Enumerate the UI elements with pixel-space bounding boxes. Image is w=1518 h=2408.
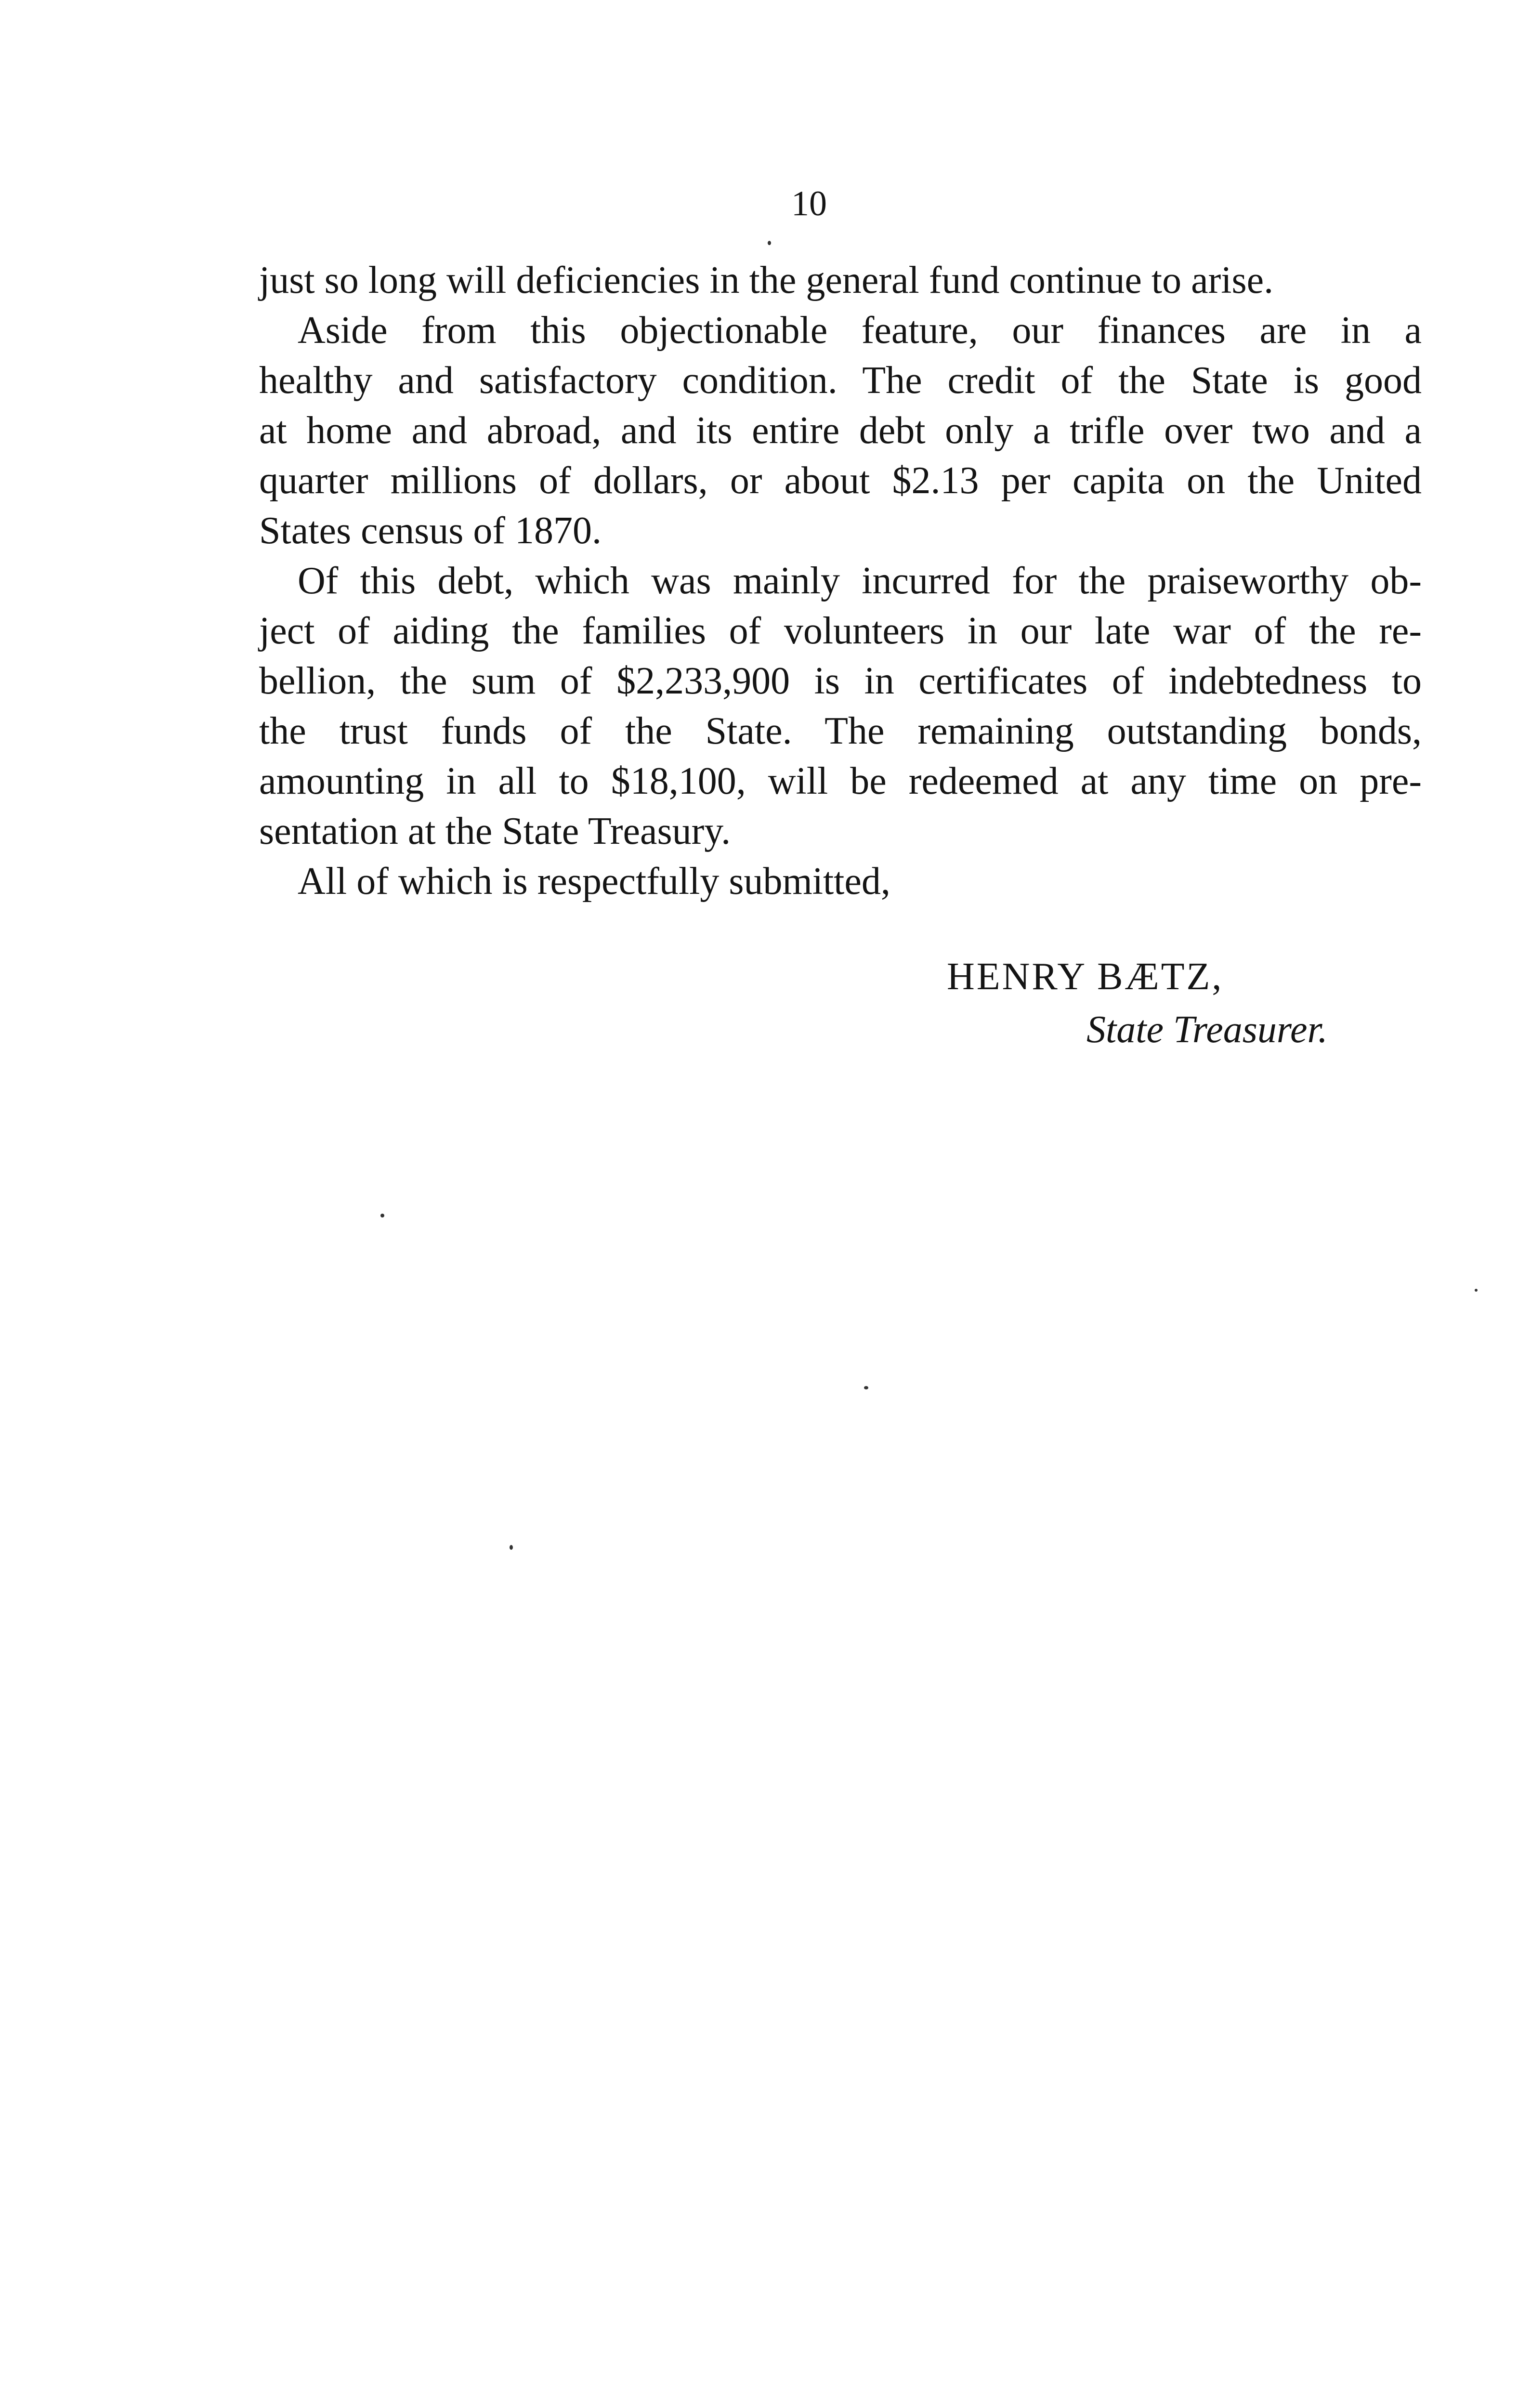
- scan-speck: [380, 1214, 384, 1217]
- paragraph-2: [259, 305, 1422, 556]
- text-line: just so long will deficiencies in the general fund continue to arise.: [259, 259, 1274, 301]
- text-line: Aside from this objectionable feature, our finances are in a: [298, 309, 1422, 352]
- scan-speck: [768, 241, 771, 245]
- text-line: ject of aiding the families of volunteers in our late war of the re-: [259, 610, 1422, 652]
- text-line: amounting in all to $18,100, will be redeemed at any time on pre-: [259, 760, 1422, 802]
- signature-title: State Treasurer.: [1086, 1008, 1328, 1051]
- text-line: bellion, the sum of $2,233,900 is in certificates of indebtedness to: [259, 660, 1422, 702]
- text-line: at home and abroad, and its entire debt only a trifle over two and a: [259, 409, 1422, 452]
- paragraph-3: [259, 556, 1422, 856]
- paragraph-1: [259, 255, 1422, 305]
- text-line: All of which is respectfully submitted,: [298, 860, 890, 903]
- scan-speck: [864, 1386, 868, 1389]
- scan-speck: [1475, 1289, 1478, 1292]
- body-text: [259, 255, 1422, 906]
- scan-speck: [510, 1545, 513, 1550]
- page-number: 10: [791, 184, 827, 223]
- paragraph-4: [259, 856, 1422, 906]
- text-line: Of this debt, which was mainly incurred for the praiseworthy ob-: [298, 560, 1422, 602]
- signature-name: HENRY BÆTZ,: [947, 955, 1224, 998]
- text-line: the trust funds of the State. The remaining outstanding bonds,: [259, 710, 1422, 752]
- text-line: sentation at the State Treasury.: [259, 810, 731, 852]
- text-line: healthy and satisfactory condition. The credit of the State is good: [259, 359, 1422, 402]
- signature-block: [947, 952, 1428, 1055]
- text-line: quarter millions of dollars, or about $2.13 per capita on the United: [259, 459, 1422, 502]
- text-line: States census of 1870.: [259, 510, 602, 552]
